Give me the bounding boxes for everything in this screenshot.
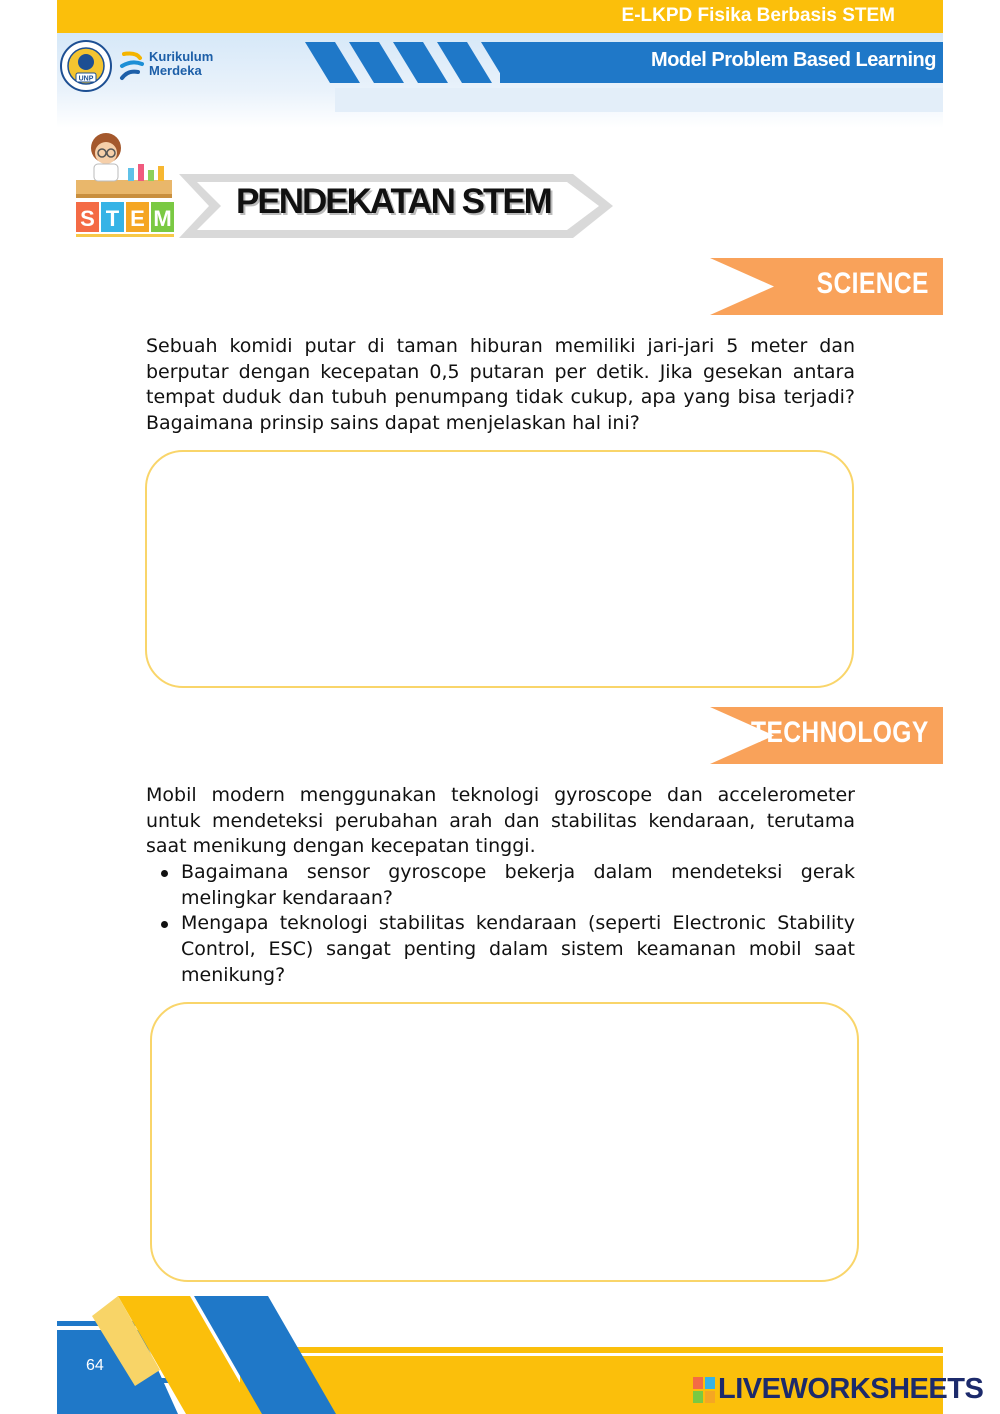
technology-answer-input[interactable] bbox=[152, 1004, 857, 1280]
list-item: Mengapa teknologi stabilitas kendaraan (seperti Electronic Stability Control, ESC) sangat penting dalam sistem keamanan mobil saat menikung? bbox=[146, 911, 855, 988]
svg-text:T: T bbox=[105, 206, 120, 231]
page-number: 64 bbox=[86, 1357, 104, 1374]
kurikulum-merdeka-logo bbox=[149, 50, 213, 78]
science-question: Sebuah komidi putar di taman hiburan memiliki jari-jari 5 meter dan berputar dengan kecepatan 0,5 putaran per detik. Jika gesekan antara tempat duduk dan tubuh penumpang tidak cukup, apa yang bisa terjadi? Bagaimana prinsip sains dapat menjelaskan hal ini? bbox=[146, 335, 855, 435]
science-answer-input[interactable] bbox=[147, 452, 852, 686]
science-answer-box bbox=[145, 450, 854, 688]
science-tag bbox=[710, 258, 943, 315]
km-line-1: Kurikulum bbox=[149, 49, 214, 64]
header-stripes-decoration bbox=[305, 42, 525, 83]
km-line-2: Merdeka bbox=[149, 63, 202, 78]
svg-text:M: M bbox=[153, 206, 172, 231]
learning-model-label: Model Problem Based Learning bbox=[651, 49, 936, 71]
technology-question-list bbox=[146, 860, 855, 989]
unp-logo-text: UNP bbox=[78, 75, 94, 83]
unp-seal-logo bbox=[60, 40, 112, 92]
document-title: E-LKPD Fisika Berbasis STEM bbox=[621, 5, 895, 26]
kurikulum-merdeka-icon bbox=[118, 50, 146, 84]
science-tag-label: SCIENCE bbox=[816, 267, 929, 300]
list-item: Bagaimana sensor gyroscope bekerja dalam mendeteksi gerak melingkar kendaraan? bbox=[146, 860, 855, 911]
technology-intro: Mobil modern menggunakan teknologi gyroscope dan accelerometer untuk mendeteksi perubahan arah dan stabilitas kendaraan, terutama saat menikung dengan kecepatan tinggi. bbox=[146, 784, 855, 858]
technology-tag bbox=[710, 707, 943, 764]
svg-text:E: E bbox=[130, 206, 145, 231]
liveworksheets-icon bbox=[693, 1377, 715, 1403]
header-light-band bbox=[335, 88, 943, 112]
technology-answer-box bbox=[150, 1002, 859, 1282]
stem-scientist-illustration bbox=[72, 128, 182, 240]
liveworksheets-logo bbox=[693, 1373, 983, 1406]
liveworksheets-brand: LIVEWORKSHEETS bbox=[718, 1373, 984, 1405]
technology-tag-label: TECHNOLOGY bbox=[751, 716, 929, 749]
section-title: PENDEKATAN STEM bbox=[236, 182, 551, 221]
svg-text:S: S bbox=[80, 206, 95, 231]
